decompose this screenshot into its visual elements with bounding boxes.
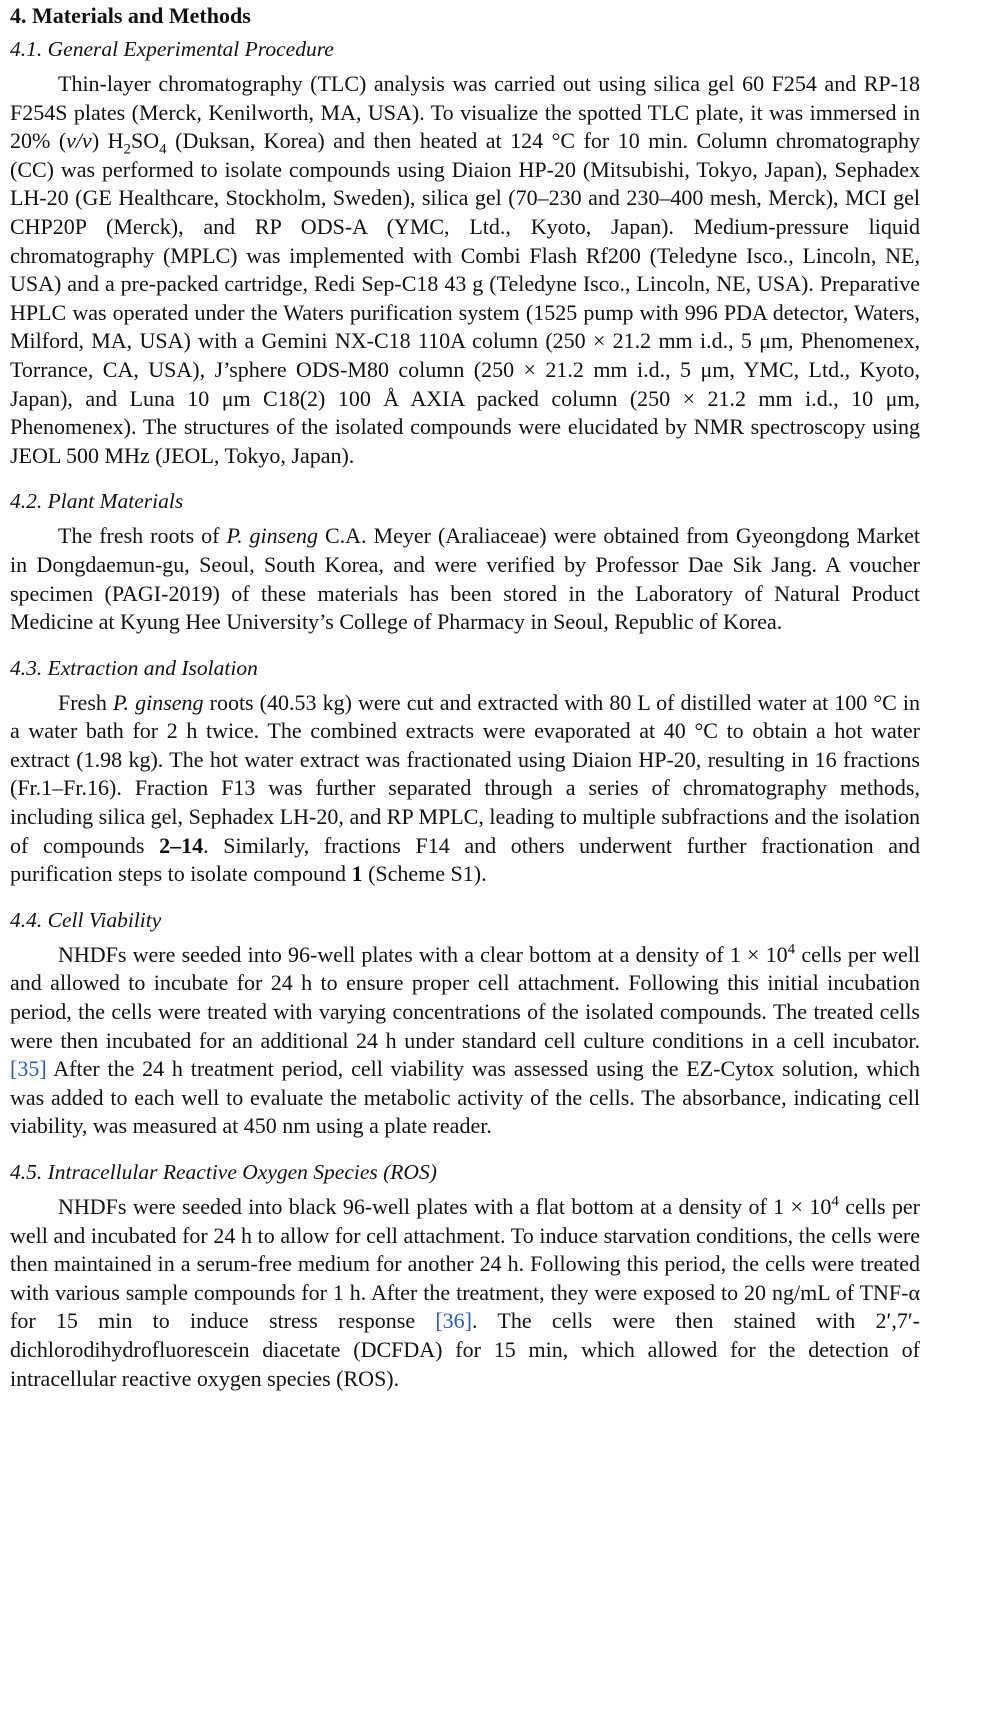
text-run: (Scheme S1). xyxy=(362,861,487,887)
text-run: 4 xyxy=(831,1193,839,1210)
text-run: 1 xyxy=(351,861,363,887)
subsection-heading-4-4: 4.4. Cell Viability xyxy=(10,907,162,932)
paragraph-extraction-isolation xyxy=(10,689,920,889)
text-run: Thin-layer chromatography (TLC) analysis was carried out using silica gel 60 F254 and RP-18 F254S plates (Merck, Kenilworth, MA, USA). To visualize the spotted TLC plate, it was immersed in 20% ( xyxy=(10,71,920,154)
paragraph-cell-viability xyxy=(10,941,920,1141)
text-run: . Similarly, fractions F14 and others underwent further fractionation and purification steps to isolate compound xyxy=(10,832,921,887)
citation-link[interactable]: [36] xyxy=(435,1308,473,1334)
text-run: cells per well and incubated for 24 h to allow for cell attachment. To induce starvation conditions, the cells were then maintained in a serum-free medium for another 24 h. Following this period, the cells were treated with various sample compounds for 1 h. After the treatment, they were exposed to 20 ng/mL of TNF-α for 15 min to induce stress response xyxy=(10,1194,921,1334)
text-run: 2–14 xyxy=(159,832,204,858)
text-run: P. ginseng xyxy=(226,523,318,549)
text-run: . The cells were then stained with 2′,7′-dichlorodihydrofluorescein diacetate (DCFDA) for 15 min, which allowed for the detection of intracellular reactive oxygen species (ROS). xyxy=(10,1308,920,1391)
text-run: Fresh xyxy=(58,689,113,715)
citation-link[interactable]: [35] xyxy=(10,1056,47,1082)
text-run: v/v xyxy=(66,128,92,154)
text-run: After the 24 h treatment period, cell viability was assessed using the EZ-Cytox solution, which was added to each well to evaluate the metabolic activity of the cells. The absorbance, indicating cell viability, was measured at 450 nm using a plate reader. xyxy=(10,1056,920,1139)
text-run: P. ginseng xyxy=(112,689,204,715)
text-run: ) H xyxy=(91,128,124,154)
text-run: cells per well and allowed to incubate for 24 h to ensure proper cell attachment. Following this initial incubation period, the cells were treated with varying concentrations of the isolated compounds. The treated cells were then incubated for an additional 24 h under standard cell culture conditions in a cell incubator. xyxy=(10,941,920,1053)
text-run: 2 xyxy=(123,141,132,158)
text-run: The fresh roots of xyxy=(58,523,227,549)
paragraph-plant-materials xyxy=(10,522,920,636)
paragraph-general-procedure xyxy=(10,70,920,470)
text-run: (Duksan, Korea) and then heated at 124 °C for 10 min. Column chromatography (CC) was performed to isolate compounds using Diaion HP-20 (Mitsubishi, Tokyo, Japan), Sephadex LH-20 (GE Healthcare, Stockholm, Sweden), silica gel (70–230 and 230–400 mesh, Merck), MCI gel CHP20P (Merck), and RP ODS-A (YMC, Ltd., Kyoto, Japan). Medium-pressure liquid chromatography (MPLC) was implemented with Combi Flash Rf200 (Teledyne Isco., Lincoln, NE, USA) and a pre-packed cartridge, Redi Sep-C18 43 g (Teledyne Isco., Lincoln, NE, USA). Preparative HPLC was operated under the Waters purification system (1525 pump with 996 PDA detector, Waters, Milford, MA, USA) with a Gemini NX-C18 110A column (250 × 21.2 mm i.d., 5 μm, Phenomenex, Torrance, CA, USA), J’sphere ODS-M80 column (250 × 21.2 mm i.d., 5 μm, YMC, Ltd., Kyoto, Japan), and Luna 10 μm C18(2) 100 Å AXIA packed column (250 × 21.2 mm i.d., 10 μm, Phenomenex). The structures of the isolated compounds were elucidated by NMR spectroscopy using JEOL 500 MHz (JEOL, Tokyo, Japan). xyxy=(10,128,921,468)
text-run: NHDFs were seeded into 96-well plates with a clear bottom at a density of 1 × 10 xyxy=(58,941,788,967)
text-run: SO xyxy=(131,128,160,154)
subsection-heading-4-3: 4.3. Extraction and Isolation xyxy=(10,655,258,680)
paragraph-intracellular-ros xyxy=(10,1193,920,1393)
subsection-heading-4-5: 4.5. Intracellular Reactive Oxygen Species (ROS) xyxy=(10,1160,437,1184)
text-run: NHDFs were seeded into black 96-well plates with a flat bottom at a density of 1 × 10 xyxy=(58,1194,832,1219)
text-run: 4 xyxy=(787,941,796,958)
text-run: C.A. Meyer (Araliaceae) were obtained from Gyeongdong Market in Dongdaemun-gu, Seoul, South Korea, and were verified by Professor Dae Sik Jang. A voucher specimen (PAGI-2019) of these materials has been stored in the Laboratory of Natural Product Medicine at Kyung Hee University’s College of Pharmacy in Seoul, Republic of Korea. xyxy=(10,523,920,635)
subsection-heading-4-1: 4.1. General Experimental Procedure xyxy=(10,37,334,61)
text-run: 4 xyxy=(159,141,167,158)
subsection-heading-4-2: 4.2. Plant Materials xyxy=(10,489,184,514)
section-title: 4. Materials and Methods xyxy=(10,3,251,28)
text-run: roots (40.53 kg) were cut and extracted with 80 L of distilled water at 100 °C in a water bath for 2 h twice. The combined extracts were evaporated at 40 °C to obtain a hot water extract (1.98 kg). The hot water extract was fractionated using Diaion HP-20, resulting in 16 fractions (Fr.1–Fr.16). Fraction F13 was further separated through a series of chromatography methods, including silica gel, Sephadex LH-20, and RP MPLC, leading to multiple subfractions and the isolation of compounds xyxy=(10,689,920,858)
